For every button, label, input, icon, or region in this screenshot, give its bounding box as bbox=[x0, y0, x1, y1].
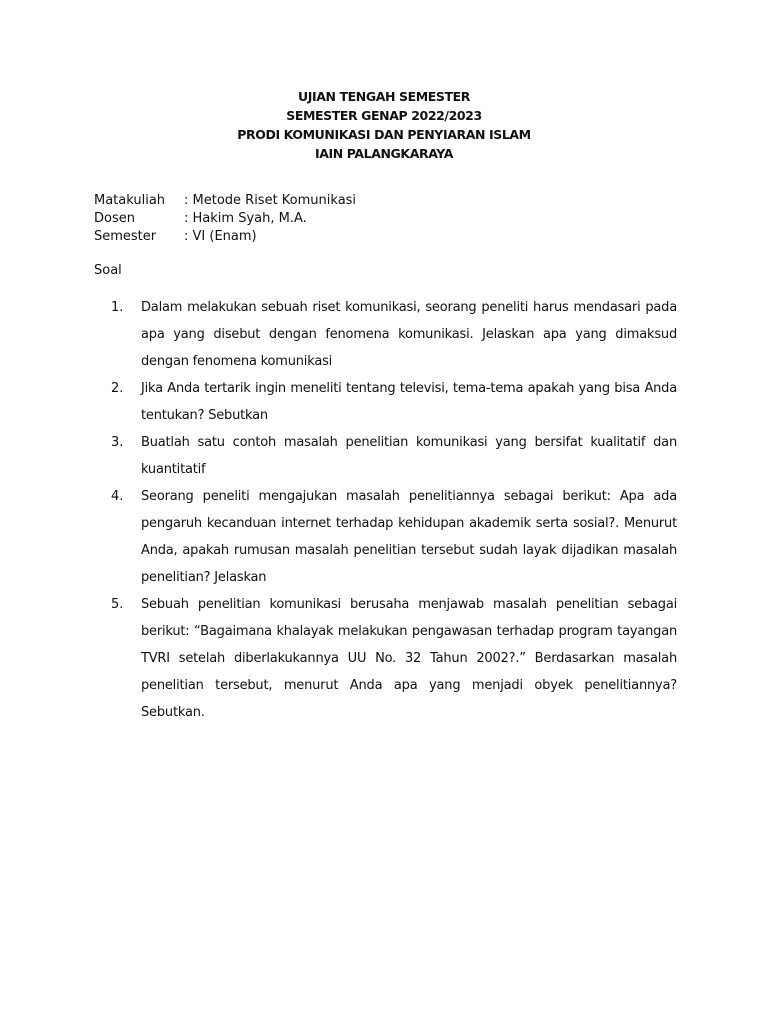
question-text: Seorang peneliti mengajukan masalah penelitiannya sebagai berikut: Apa ada pengaruh kecanduan internet terhadap kehidupan akademik serta sosial?. Menurut Anda, apakah rumusan masalah penelitian tersebut sudah layak dijadikan masalah penelitian? Jelaskan bbox=[141, 489, 677, 585]
question-text: Dalam melakukan sebuah riset komunikasi, seorang peneliti harus mendasari pada apa yang disebut dengan fenomena komunikasi. Jelaskan apa yang dimaksud dengan fenomena komunikasi bbox=[141, 300, 677, 369]
header-program: PRODI KOMUNIKASI DAN PENYIARAN ISLAM bbox=[237, 127, 531, 142]
course-info-row bbox=[94, 210, 356, 228]
question-list bbox=[111, 294, 677, 726]
question-item bbox=[111, 375, 677, 429]
questions-heading: Soal bbox=[94, 263, 122, 278]
header-institution: IAIN PALANGKARAYA bbox=[314, 146, 454, 161]
question-number: 1. bbox=[111, 300, 124, 315]
header-exam-title: UJIAN TENGAH SEMESTER bbox=[297, 89, 471, 104]
question-number: 4. bbox=[111, 489, 124, 504]
question-item bbox=[111, 591, 677, 726]
question-text: Jika Anda tertarik ingin meneliti tentang televisi, tema-tema apakah yang bisa Anda tentukan? Sebutkan bbox=[141, 381, 677, 423]
question-number: 5. bbox=[111, 597, 124, 612]
question-item bbox=[111, 294, 677, 375]
header-semester: SEMESTER GENAP 2022/2023 bbox=[286, 108, 482, 123]
question-number: 3. bbox=[111, 435, 124, 450]
question-item bbox=[111, 429, 677, 483]
course-info-row bbox=[94, 228, 356, 246]
lecturer-value: : Hakim Syah, M.A. bbox=[184, 211, 307, 226]
lecturer-label: Dosen bbox=[94, 211, 135, 226]
document-header bbox=[0, 87, 768, 163]
course-label: Matakuliah bbox=[94, 193, 166, 208]
semester-label: Semester bbox=[94, 229, 157, 244]
semester-value: : VI (Enam) bbox=[184, 229, 257, 244]
course-info-row bbox=[94, 192, 356, 210]
question-item bbox=[111, 483, 677, 591]
question-text: Buatlah satu contoh masalah penelitian komunikasi yang bersifat kualitatif dan kuantitatif bbox=[141, 435, 677, 477]
course-value: : Metode Riset Komunikasi bbox=[184, 193, 357, 208]
question-number: 2. bbox=[111, 381, 124, 396]
course-info bbox=[94, 192, 356, 246]
question-text: Sebuah penelitian komunikasi berusaha menjawab masalah penelitian sebagai berikut: “Bagaimana khalayak melakukan pengawasan terhadap program tayangan TVRI setelah diberlakukannya UU No. 32 Tahun 2002?.” Berdasarkan masalah penelitian tersebut, menurut Anda apa yang menjadi obyek penelitiannya? Sebutkan. bbox=[141, 597, 677, 720]
